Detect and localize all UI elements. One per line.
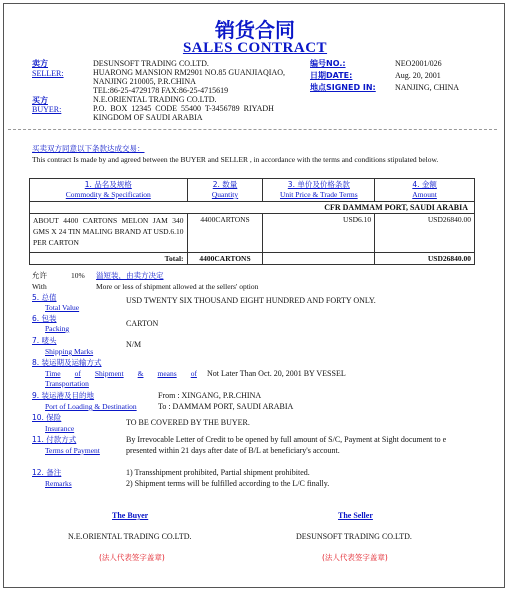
remarks-line-1: 1) Transshipment prohibited, Partial shipment prohibited. [126,468,310,477]
total-value-text: USD TWENTY SIX THOUSAND EIGHT HUNDRED AND FORTY ONLY. [126,296,376,305]
buyer-label-en: BUYER: [32,105,62,114]
clause-11-en: Terms of Payment [45,446,100,455]
total-empty-cell [263,253,375,265]
clause-10-en: Insurance [45,424,75,433]
total-label: Total: [30,253,188,265]
table-row [30,214,475,253]
title-english: SALES CONTRACT [182,40,328,56]
total-amount: USD26840.00 [375,253,475,265]
date-label: 日期DATE: [310,71,353,80]
header-amount [375,179,475,202]
seller-label-cn: 卖方 [32,59,48,68]
allowance-cn-prefix: 允许 [32,271,47,280]
commodity-description: ABOUT 4400 CARTONS MELON JAM 340 GMS X 24 TIN MALING BRAND AT USD.6.10 PER CARTON [30,214,188,253]
clause-8-en: Transportation [45,379,89,388]
clause-12-en: Remarks [45,479,72,488]
remarks-line-2: 2) Shipment terms will be fulfilled according to the L/C finally. [126,479,330,488]
clause-8-cn: 8. 装运期及运输方式 [32,358,102,367]
signed-in-label: 地点SIGNED IN: [310,83,376,92]
goods-table [29,178,475,265]
header-quantity-cn: 2. 数量 [212,180,238,189]
allowance-cn-suffix: 溢短装，由卖方决定 [96,271,164,280]
word: of [74,369,81,378]
buyer-label-cn: 买方 [32,96,48,105]
seller-company-name: DESUNSOFT TRADING CO.LTD. [296,532,412,541]
header-quantity-en: Quantity [211,190,239,199]
intro-english: This contract Is made by and agreed between the BUYER and SELLER , in accordance with the terms and conditions stipulated below. [32,155,439,164]
seller-name: DESUNSOFT TRADING CO.LTD. [93,59,209,68]
clause-7-en: Shipping Marks [45,347,94,356]
clause-7-cn: 7. 唛头 [32,336,57,345]
contract-no-value: NEO2001/026 [395,59,442,68]
table-header-row [30,179,475,202]
word: Shipment [94,369,124,378]
clause-5-en: Total Value [45,303,80,312]
buyer-company-name: N.E.ORIENTAL TRADING CO.LTD. [68,532,192,541]
port-from-value: From : XINGANG, P.R.CHINA [158,391,262,400]
packing-value: CARTON [126,319,159,328]
unit-price-value: USD6.10 [263,214,375,253]
seller-contact: TEL:86-25-4729178 FAX:86-25-4715619 [93,86,229,95]
date-value: Aug. 20, 2001 [395,71,441,80]
port-to-value: To : DAMMAM PORT, SAUDI ARABIA [158,402,294,411]
seller-address-2: NANJING 210005, P.R.CHINA [93,77,196,86]
shipping-marks-value: N/M [126,340,142,349]
header-commodity-en: Commodity & Specification [65,190,151,199]
clause-8-en-words [45,369,197,379]
seller-signature-label: The Seller [338,511,373,520]
header-commodity-cn: 1. 品名及规格 [84,180,132,189]
trade-term-row [30,202,475,214]
buyer-name: N.E.ORIENTAL TRADING CO.LTD. [93,95,217,104]
clause-6-en: Packing [45,324,70,333]
shipment-time-value: Not Later Than Oct. 20, 2001 BY VESSEL [207,369,346,378]
divider [8,129,497,130]
quantity-value: 4400CARTONS [187,214,263,253]
word: means [157,369,177,378]
clause-5-cn: 5. 总值 [32,293,57,302]
header-amount-en: Amount [412,190,437,199]
payment-terms-line-2: presented within 21 days after date of B/L at beneficiary's account. [126,446,340,455]
seller-label-en: SELLER: [32,69,64,78]
seller-signature-note: (法人代表签字盖章) [322,553,388,562]
word: of [190,369,197,378]
buyer-signature-note: (法人代表签字盖章) [99,553,165,562]
header-unit-price [263,179,375,202]
header-amount-cn: 4. 金额 [412,180,437,189]
title-chinese: 销货合同 [215,18,295,42]
word: & [137,369,144,378]
intro-chinese: 买卖双方同意以下条款达成交易： [32,144,145,153]
total-quantity: 4400CARTONS [187,253,263,265]
header-unit-price-cn: 3. 单价及价格条款 [287,180,350,189]
amount-value: USD26840.00 [375,214,475,253]
clause-6-cn: 6. 包装 [32,314,57,323]
trade-term: CFR DAMMAM PORT, SAUDI ARABIA [30,202,475,214]
allowance-en-prefix: With [32,282,47,291]
header-unit-price-en: Unit Price & Trade Terms [279,190,358,199]
clause-9-en: Port of Loading & Destination [45,402,137,411]
contract-no-label: 编号NO.: [310,59,346,68]
buyer-address-2: KINGDOM OF SAUDI ARABIA [93,113,203,122]
word: Time [45,369,61,378]
clause-11-cn: 11. 付款方式 [32,435,77,444]
signed-in-value: NANJING, CHINA [395,83,459,92]
seller-address-1: HUARONG MANSION RM2901 NO.85 GUANJIAQIAO, [93,68,285,77]
clause-12-cn: 12. 备注 [32,468,62,477]
clause-10-cn: 10. 保险 [32,413,62,422]
header-commodity [30,179,188,202]
clause-9-cn: 9. 装运港及目的地 [32,391,95,400]
insurance-value: TO BE COVERED BY THE BUYER. [126,418,250,427]
payment-terms-line-1: By Irrevocable Letter of Credit to be opened by full amount of S/C, Payment at Sight document to e [126,435,447,444]
buyer-address-1: P.O. BOX 12345 CODE 55400 T-3456789 RIYADH [93,104,274,113]
total-row [30,253,475,265]
header-quantity [187,179,263,202]
allowance-en-suffix: More or less of shipment allowed at the sellers' option [96,282,259,291]
allowance-percent: 10% [71,271,85,280]
buyer-signature-label: The Buyer [112,511,149,520]
